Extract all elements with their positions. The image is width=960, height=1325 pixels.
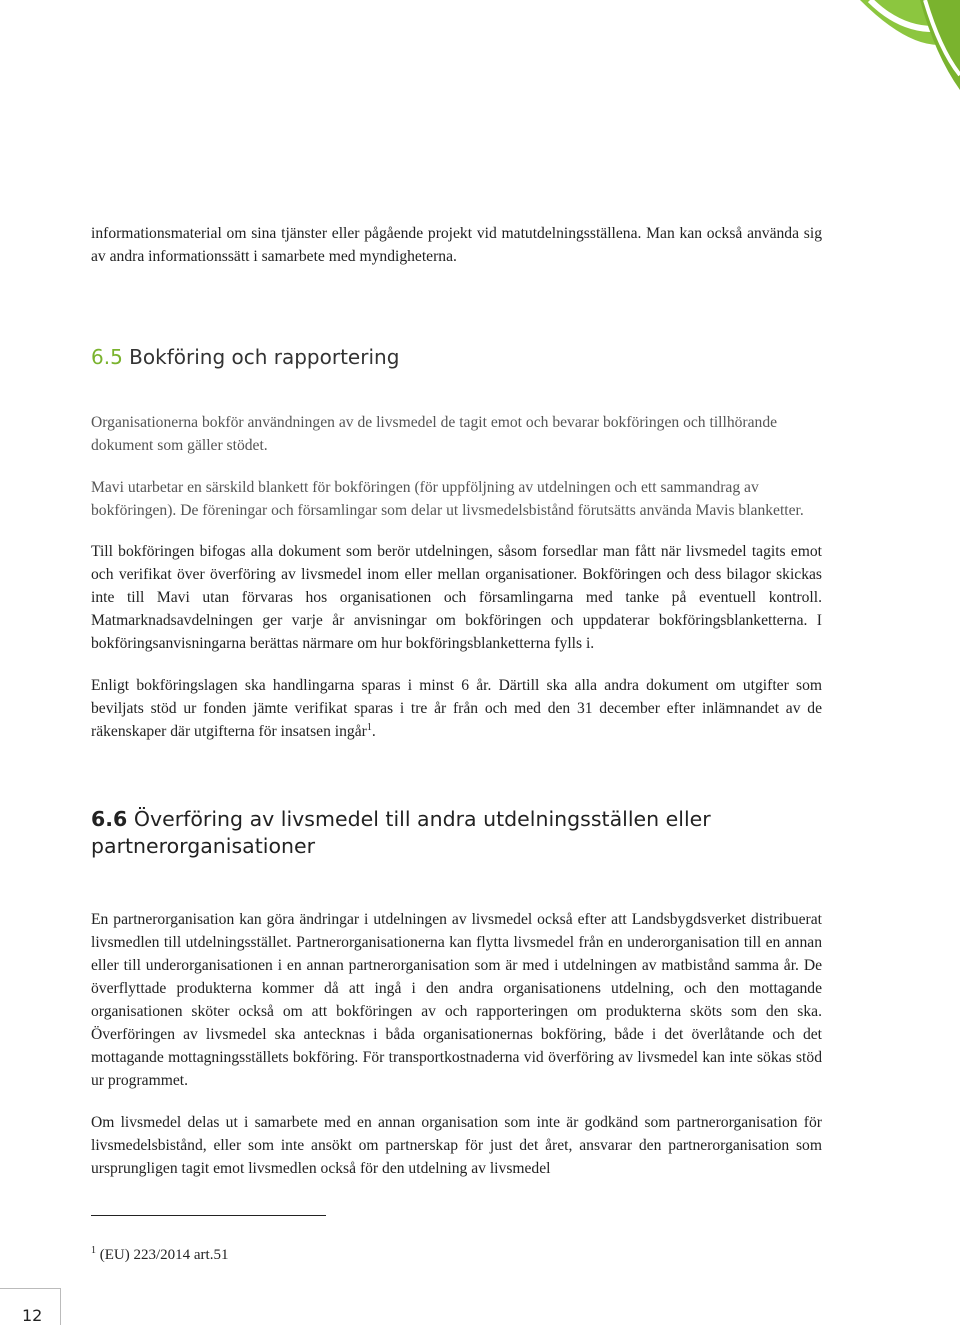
paragraph-mavi-form: Mavi utarbetar en särskild blankett för bokföringen (för uppföljning av utdelningen och ett sammandrag av bokföringen). De föreningar och församlingar som delar ut livsmedelsbistånd förutsätts använda Mavis blanketter. bbox=[91, 479, 804, 519]
section-heading-6-5 bbox=[91, 344, 822, 370]
section-number: 6.6 bbox=[91, 807, 128, 831]
retention-text: Enligt bokföringslagen ska handlingarna sparas i minst 6 år. Därtill ska alla andra dokument om utgifter som beviljats stöd ur fonden jämte verifikat sparas i tre år från och med den 31 december efter inlämnandet av de räkenskaper där utgifterna för insatsen ingår bbox=[91, 677, 822, 740]
section-title: Överföring av livsmedel till andra utdelningsställen eller partnerorganisationer bbox=[91, 807, 711, 858]
page-number: 12 bbox=[22, 1306, 43, 1325]
section-title: Bokföring och rapportering bbox=[129, 345, 400, 369]
footnote-divider bbox=[91, 1215, 326, 1216]
footnote-reference[interactable]: 1 bbox=[366, 721, 372, 733]
paragraph-retention bbox=[91, 674, 822, 743]
paragraph-cooperation: Om livsmedel delas ut i samarbete med en annan organisation som inte är godkänd som partnerorganisation för livsmedelsbistånd, eller som inte ansökt om partnerskap för just det året, ansvarar den partnerorganisation som ursprungligen tagit emot livsmedlen också för den utdelning av livsmedel bbox=[91, 1114, 822, 1177]
intro-paragraph: informationsmaterial om sina tjänster eller pågående projekt vid matutdelningsställena. Man kan också använda sig av andra informationssätt i samarbete med myndigheterna. bbox=[91, 225, 822, 265]
footnote-mark: 1 bbox=[91, 1245, 96, 1256]
paragraph-attachments: Till bokföringen bifogas alla dokument som berör utdelningen, såsom forsedlar man fått när livsmedel tagits emot och verifikat över överföring av livsmedel inom eller mellan organisationer. Bokföringen och dess bilagor skickas inte till Mavi utan förvaras hos organisationen och församlingarna med tanke på eventuell kontroll. Matmarknadsavdelningen ger varje år anvisningar om bokföringen och uppdaterar bokföringsblanketterna. I bokföringsanvisningarna berättas närmare om hur bokföringsblanketterna fylls i. bbox=[91, 543, 822, 652]
page-content bbox=[91, 222, 822, 1180]
leaf-logo-decoration bbox=[720, 0, 960, 160]
paragraph-transfer: En partnerorganisation kan göra ändringar i utdelningen av livsmedel också efter att Landsbygdsverket distribuerat livsmedlen till utdelningsstället. Partnerorganisationerna kan flytta livsmedel från en underorganisation till en annan eller till underorganisationen i en annan partnerorganisation som är med i utdelningen av matbistånd samma år. De överflyttade produkterna kommer då att ingå i den andra organisationens utdelning, och den mottagande organisationen sköter också om att bokföringen av och rapporteringen om produkterna sköts som den ska. Överföringen av livsmedel ska antecknas i båda organisationernas bokföring, både i det överlåtande och det mottagande mottagningsställets bokföring. För transportkostnaderna vid överföring av livsmedel kan inte sökas stöd ur programmet. bbox=[91, 911, 822, 1089]
paragraph-bookkeeping: Organisationerna bokför användningen av de livsmedel de tagit emot och bevarar bokföringen och tillhörande dokument som gäller stödet. bbox=[91, 414, 778, 454]
footnote bbox=[91, 1247, 228, 1264]
footnote-text: (EU) 223/2014 art.51 bbox=[99, 1247, 229, 1263]
section-number: 6.5 bbox=[91, 345, 123, 369]
section-heading-6-6 bbox=[91, 806, 822, 860]
retention-end: . bbox=[371, 723, 376, 740]
